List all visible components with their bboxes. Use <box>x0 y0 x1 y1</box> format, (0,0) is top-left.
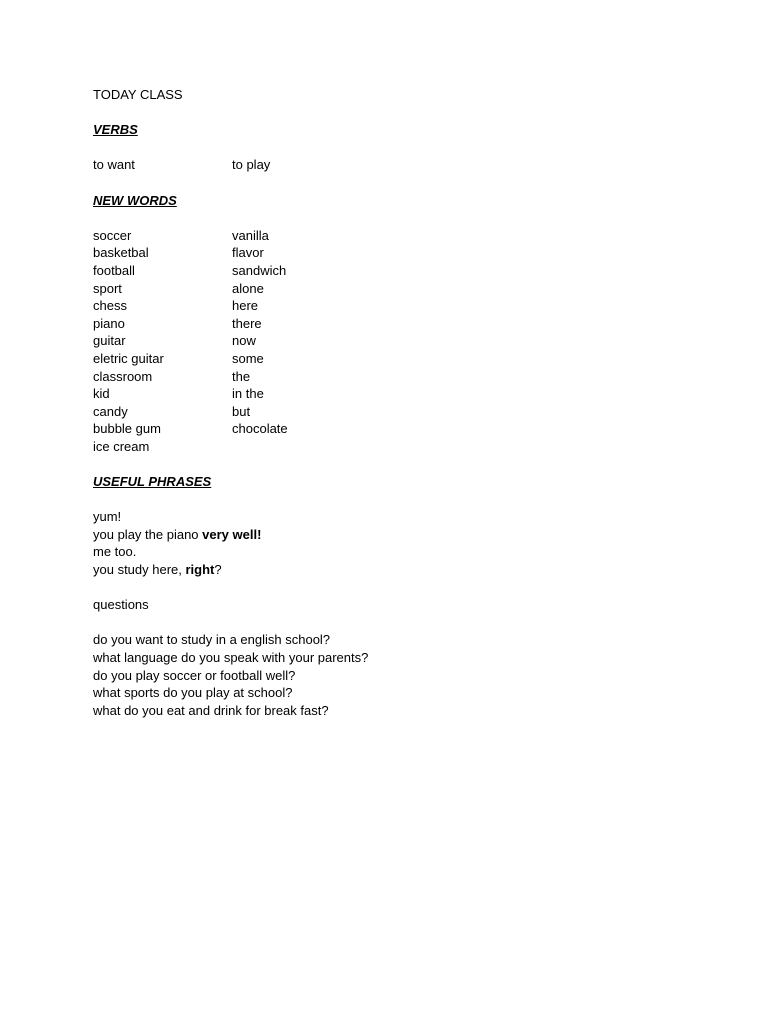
word-right: there <box>232 315 262 331</box>
spacer <box>93 614 693 632</box>
word-row <box>93 332 693 350</box>
word-right: some <box>232 350 264 366</box>
question-item: do you play soccer or football well? <box>93 667 296 683</box>
word-right: the <box>232 368 251 384</box>
question-item: do you want to study in a english school? <box>93 632 331 648</box>
word-left: bubble gum <box>93 421 161 437</box>
word-right: sandwich <box>232 262 287 278</box>
spacer <box>93 491 693 509</box>
word-right: chocolate <box>232 421 288 437</box>
word-row <box>93 315 693 333</box>
spacer <box>93 579 693 597</box>
word-left: soccer <box>93 227 132 243</box>
word-left: sport <box>93 280 122 296</box>
question-item: what do you eat and drink for break fast? <box>93 702 329 718</box>
word-row <box>93 244 693 262</box>
document-page <box>93 86 693 719</box>
word-left: eletric guitar <box>93 350 164 366</box>
word-left: guitar <box>93 333 126 349</box>
word-right: but <box>232 403 251 419</box>
word-left: football <box>93 262 135 278</box>
word-left: classroom <box>93 368 153 384</box>
phrase-study-here <box>93 561 693 579</box>
word-left: chess <box>93 298 127 314</box>
word-row <box>93 227 693 245</box>
verb-item: to want <box>93 157 135 173</box>
useful-phrases-heading: USEFUL PHRASES <box>93 474 212 490</box>
word-row <box>93 297 693 315</box>
word-right: flavor <box>232 245 264 261</box>
phrase-emphasis: very well! <box>202 526 262 542</box>
phrase-me-too: me too. <box>93 544 137 560</box>
questions-heading: questions <box>93 597 149 613</box>
word-left: piano <box>93 315 125 331</box>
spacer <box>93 139 693 157</box>
word-right: vanilla <box>232 227 269 243</box>
verbs-row <box>93 156 693 174</box>
word-right <box>232 438 432 456</box>
phrase-piano <box>93 526 693 544</box>
word-row <box>93 368 693 386</box>
word-row <box>93 438 693 456</box>
word-left: ice cream <box>93 438 150 454</box>
word-row <box>93 280 693 298</box>
question-item: what language do you speak with your parents? <box>93 650 369 665</box>
spacer <box>93 209 693 227</box>
word-right: now <box>232 333 256 349</box>
word-left: basketbal <box>93 245 149 261</box>
phrase-text: you study here, <box>93 562 186 578</box>
verb-item: to play <box>232 157 271 173</box>
verbs-heading: VERBS <box>93 122 138 138</box>
word-left: kid <box>93 386 110 402</box>
new-words-list <box>93 227 693 456</box>
question-item: what sports do you play at school? <box>93 685 293 701</box>
word-row <box>93 420 693 438</box>
spacer <box>93 174 693 192</box>
word-right: here <box>232 298 259 314</box>
word-row <box>93 350 693 368</box>
phrase-text: you play the piano <box>93 526 203 542</box>
phrase-emphasis: right <box>185 562 215 578</box>
word-right: alone <box>232 280 264 296</box>
word-right: in the <box>232 386 264 402</box>
word-row <box>93 403 693 421</box>
new-words-heading: NEW WORDS <box>93 192 177 208</box>
word-left: candy <box>93 403 128 419</box>
spacer <box>93 104 693 122</box>
phrase-text: ? <box>214 562 222 578</box>
spacer <box>93 455 693 473</box>
word-row <box>93 262 693 280</box>
doc-title: TODAY CLASS <box>93 87 183 102</box>
phrase-yum: yum! <box>93 509 122 525</box>
questions-list <box>93 631 693 719</box>
word-row <box>93 385 693 403</box>
